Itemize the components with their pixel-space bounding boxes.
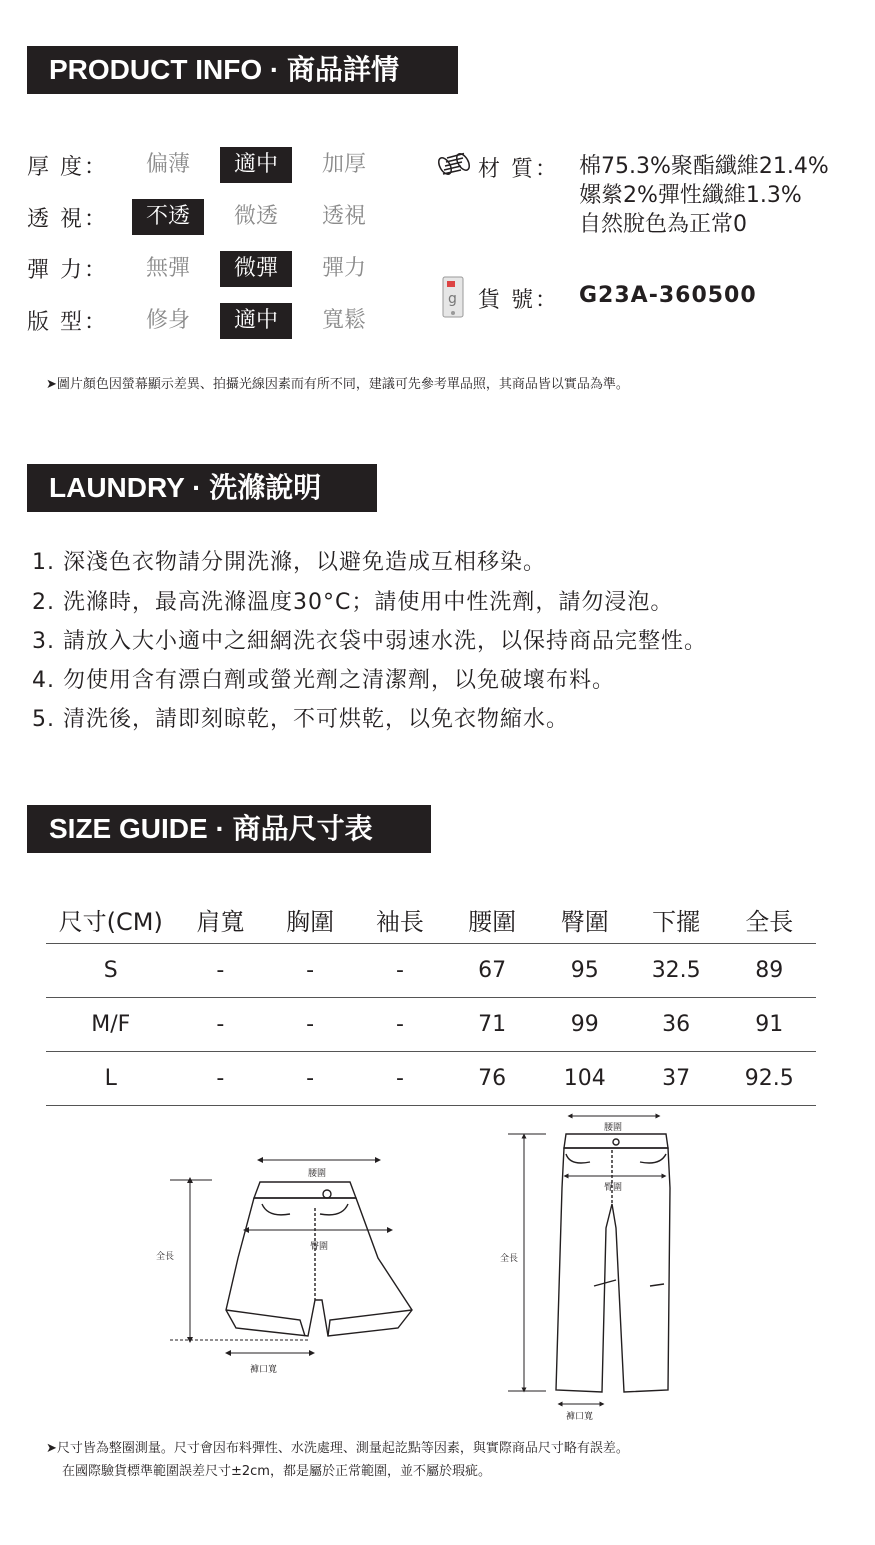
size-guide-title: SIZE GUIDE · 商品尺寸表 <box>27 805 431 853</box>
table-cell: 104 <box>540 1052 630 1106</box>
col-header: 胸圍 <box>265 895 355 944</box>
table-cell: 36 <box>630 998 723 1052</box>
table-cell: 37 <box>630 1052 723 1106</box>
pants-hem-label: 褲口寬 <box>566 1412 594 1422</box>
opt-stretch-2: 彈力 <box>321 256 366 281</box>
attr-label-sheerness: 透 視： <box>27 207 108 232</box>
opt-fit-1: 適中 <box>220 303 292 339</box>
opt-thickness-1: 適中 <box>220 147 292 183</box>
attr-label-stretch: 彈 力： <box>27 258 108 283</box>
opt-stretch-1: 微彈 <box>220 251 292 287</box>
col-header: 腰圍 <box>445 895 540 944</box>
material-line-1: 棉75.3%聚酯纖維21.4% <box>579 154 829 179</box>
laundry-item-5: 5. 清洗後，請即刻晾乾，不可烘乾，以免衣物縮水。 <box>32 707 569 732</box>
svg-text:g: g <box>448 291 457 307</box>
table-cell: 71 <box>445 998 540 1052</box>
sku-label: 貨 號： <box>478 288 559 313</box>
thread-spool-icon <box>437 152 473 182</box>
table-cell: 32.5 <box>630 944 723 998</box>
table-row <box>46 944 816 998</box>
opt-sheerness-2: 透視 <box>321 204 366 229</box>
shorts-diagram <box>150 1150 430 1380</box>
product-info-note: ➤圖片顏色因螢幕顯示差異、拍攝光線因素而有所不同，建議可先參考單品照，其商品皆以實品為準。 <box>46 377 629 392</box>
attr-label-fit: 版 型： <box>27 310 108 335</box>
size-note-1: ➤尺寸皆為整圈測量。尺寸會因布料彈性、水洗處理、測量起訖點等因素，與實際商品尺寸略有誤差。 <box>46 1441 629 1456</box>
table-cell: 95 <box>540 944 630 998</box>
table-cell: 67 <box>445 944 540 998</box>
tag-icon <box>441 275 465 323</box>
col-header: 下擺 <box>630 895 723 944</box>
table-cell: - <box>355 1052 445 1106</box>
shorts-length-label: 全長 <box>156 1252 175 1262</box>
table-cell: - <box>176 998 266 1052</box>
product-info-title: PRODUCT INFO · 商品詳情 <box>27 46 458 94</box>
pants-length-label: 全長 <box>500 1254 519 1264</box>
opt-stretch-0: 無彈 <box>145 256 190 281</box>
table-cell: S <box>46 944 176 998</box>
col-header: 尺寸(CM) <box>46 895 176 944</box>
col-header: 臀圍 <box>540 895 630 944</box>
col-header: 全長 <box>722 895 816 944</box>
table-row <box>46 1052 816 1106</box>
size-note-2: 在國際驗貨標準範圍誤差尺寸±2cm，都是屬於正常範圍，並不屬於瑕疵。 <box>62 1464 491 1479</box>
table-cell: - <box>176 1052 266 1106</box>
col-header: 袖長 <box>355 895 445 944</box>
opt-sheerness-0: 不透 <box>132 199 204 235</box>
table-cell: 76 <box>445 1052 540 1106</box>
opt-thickness-2: 加厚 <box>321 152 366 177</box>
laundry-item-4: 4. 勿使用含有漂白劑或螢光劑之清潔劑，以免破壞布料。 <box>32 668 615 693</box>
material-label: 材 質： <box>478 157 559 182</box>
shorts-hem-label: 褲口寬 <box>250 1365 278 1375</box>
laundry-title: LAUNDRY · 洗滌說明 <box>27 464 377 512</box>
shorts-hip-label: 臀圍 <box>310 1242 329 1252</box>
table-cell: - <box>265 1052 355 1106</box>
opt-fit-0: 修身 <box>145 308 190 333</box>
table-cell: M/F <box>46 998 176 1052</box>
opt-fit-2: 寬鬆 <box>321 308 366 333</box>
size-table-header <box>46 895 816 944</box>
table-cell: 92.5 <box>722 1052 816 1106</box>
laundry-item-3: 3. 請放入大小適中之細網洗衣袋中弱速水洗，以保持商品完整性。 <box>32 629 707 654</box>
table-cell: 89 <box>722 944 816 998</box>
laundry-item-1: 1. 深淺色衣物請分開洗滌，以避免造成互相移染。 <box>32 550 546 575</box>
table-cell: L <box>46 1052 176 1106</box>
pants-diagram <box>490 1108 690 1424</box>
pants-waist-label: 腰圍 <box>604 1123 623 1133</box>
laundry-item-2: 2. 洗滌時，最高洗滌溫度30°C；請使用中性洗劑，請勿浸泡。 <box>32 590 674 615</box>
sku-value: G23A-360500 <box>579 283 757 308</box>
table-row <box>46 998 816 1052</box>
opt-thickness-0: 偏薄 <box>145 152 190 177</box>
material-line-3: 自然脫色為正常0 <box>579 212 747 237</box>
table-cell: - <box>176 944 266 998</box>
col-header: 肩寬 <box>176 895 266 944</box>
size-table <box>46 895 816 1106</box>
material-value <box>579 152 829 239</box>
table-cell: - <box>265 998 355 1052</box>
table-cell: - <box>355 944 445 998</box>
material-line-2: 嫘縈2%彈性纖維1.3% <box>579 183 802 208</box>
shorts-waist-label: 腰圍 <box>308 1169 327 1179</box>
table-cell: - <box>355 998 445 1052</box>
opt-sheerness-1: 微透 <box>233 204 278 229</box>
table-cell: - <box>265 944 355 998</box>
table-cell: 91 <box>722 998 816 1052</box>
table-cell: 99 <box>540 998 630 1052</box>
attr-label-thickness: 厚 度： <box>27 155 108 180</box>
pants-hip-label: 臀圍 <box>604 1183 623 1193</box>
